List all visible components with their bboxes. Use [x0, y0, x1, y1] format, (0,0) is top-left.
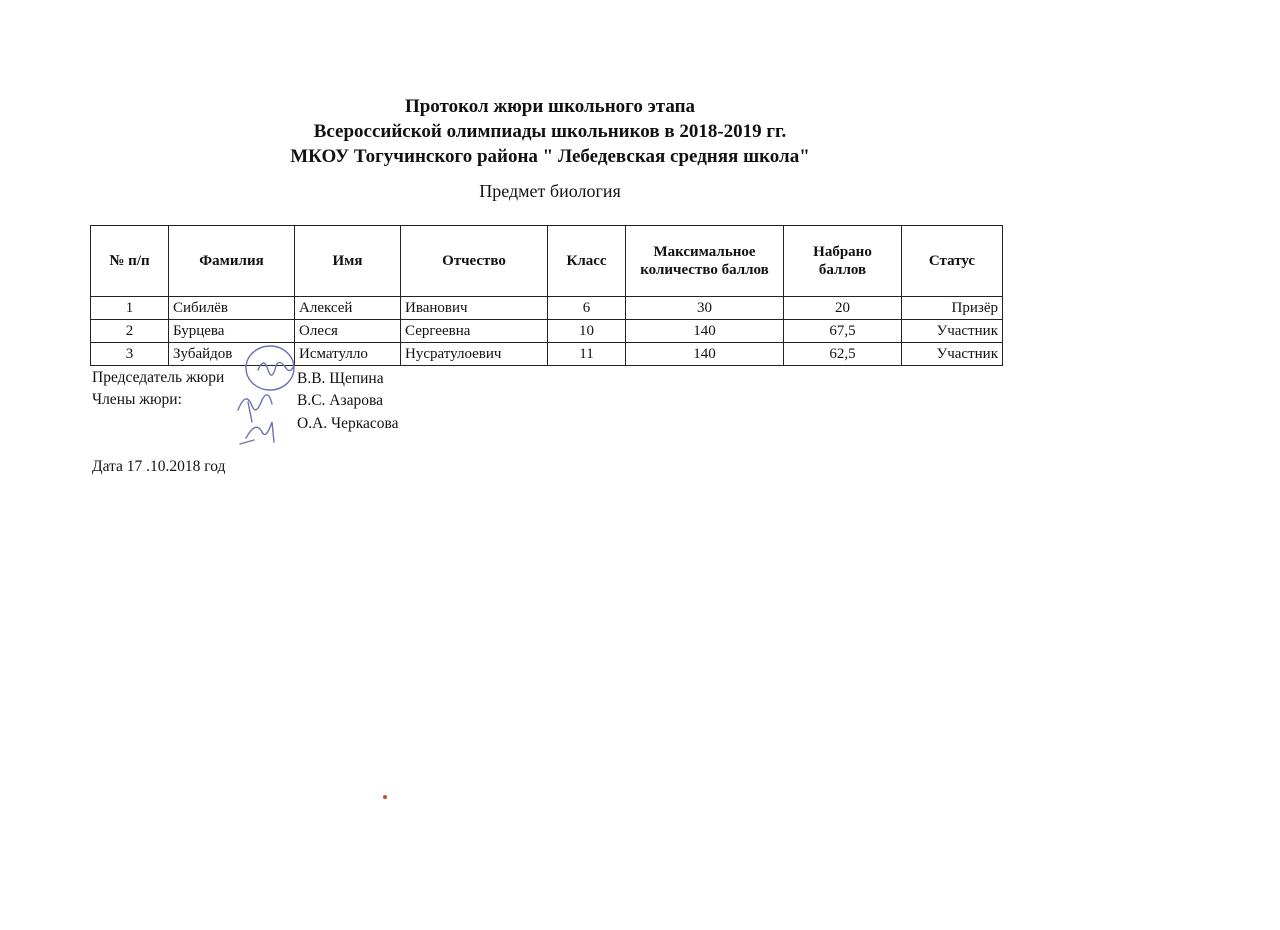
column-header: № п/п — [91, 226, 169, 297]
cell-surname: Сибилёв — [169, 297, 295, 320]
cell-score: 67,5 — [784, 320, 902, 343]
results-table-wrapper — [90, 225, 1002, 366]
title-line-1: Протокол жюри школьного этапа — [404, 96, 696, 117]
cell-number: 1 — [91, 297, 169, 320]
cell-class: 6 — [548, 297, 626, 320]
column-header: Максимальное количество баллов — [626, 226, 784, 297]
jury-chair-name: В.В. Щепина — [297, 370, 384, 387]
jury-member-name: В.С. Азарова — [297, 392, 383, 409]
column-header: Класс — [548, 226, 626, 297]
cell-status: Участник — [902, 343, 1003, 366]
cell-max-score: 140 — [626, 343, 784, 366]
cell-name: Олеся — [295, 320, 401, 343]
column-header: Имя — [295, 226, 401, 297]
cell-number: 3 — [91, 343, 169, 366]
cell-surname: Бурцева — [169, 320, 295, 343]
column-header: Отчество — [401, 226, 548, 297]
cell-patronymic: Иванович — [401, 297, 548, 320]
cell-class: 10 — [548, 320, 626, 343]
column-header: Статус — [902, 226, 1003, 297]
title-line-2: Всероссийской олимпиады школьников в 2018-2019 гг. — [313, 121, 787, 142]
jury-members-label: Члены жюри: — [92, 391, 182, 408]
table-header-row — [91, 226, 1003, 297]
cell-name: Исматулло — [295, 343, 401, 366]
cell-status: Участник — [902, 320, 1003, 343]
column-header: Набрано баллов — [784, 226, 902, 297]
cell-class: 11 — [548, 343, 626, 366]
cell-max-score: 30 — [626, 297, 784, 320]
cell-number: 2 — [91, 320, 169, 343]
cell-max-score: 140 — [626, 320, 784, 343]
jury-member-name: О.А. Черкасова — [297, 415, 399, 432]
title-line-3: МКОУ Тогучинского района " Лебедевская средняя школа" — [290, 146, 810, 167]
cell-name: Алексей — [295, 297, 401, 320]
cell-surname: Зубайдов — [169, 343, 295, 366]
ink-speck — [383, 795, 387, 799]
cell-score: 62,5 — [784, 343, 902, 366]
cell-score: 20 — [784, 297, 902, 320]
handwritten-signature — [228, 340, 308, 450]
column-header: Фамилия — [169, 226, 295, 297]
cell-patronymic: Сергеевна — [401, 320, 548, 343]
results-table — [90, 225, 1003, 366]
cell-patronymic: Нусратулоевич — [401, 343, 548, 366]
subject-line: Предмет биология — [479, 181, 621, 201]
cell-status: Призёр — [902, 297, 1003, 320]
jury-chair-label: Председатель жюри — [92, 369, 225, 386]
table-row — [91, 297, 1003, 320]
protocol-date: Дата 17 .10.2018 год — [92, 458, 226, 475]
